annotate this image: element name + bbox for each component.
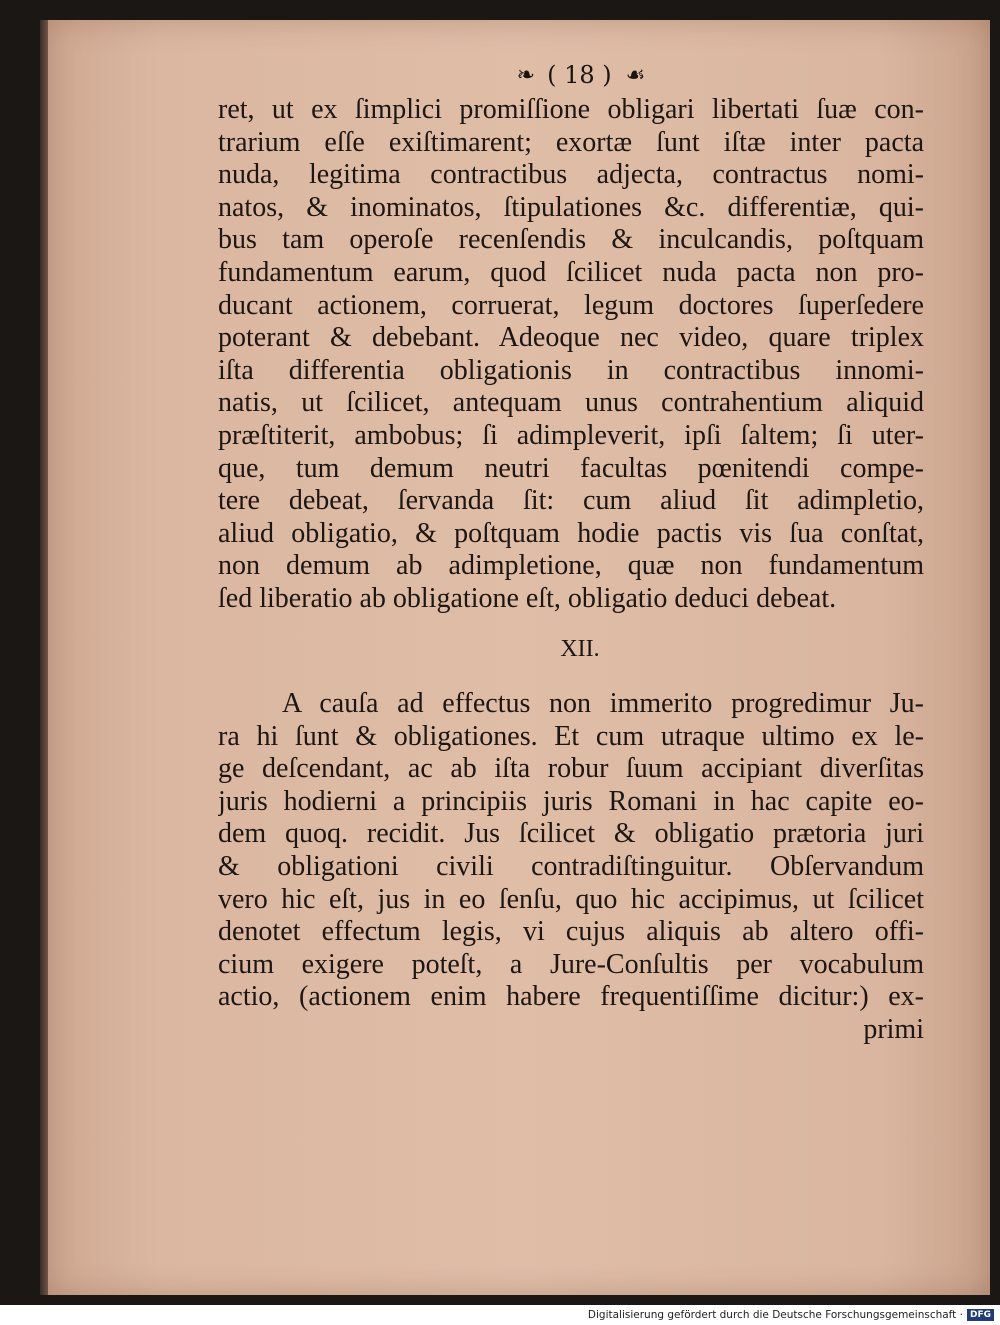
ornament-right-icon: ☙ [625,62,644,88]
digitization-footer [0,1305,1000,1325]
text-line: præſtiterit, ambobus; ſi adimpleverit, ipſi ſaltem; ſi uter- [218,419,924,451]
paragraph-1 [218,94,924,616]
paragraph-2 [218,688,924,1047]
text-line: nuda, legitima contractibus adjecta, contractus nomi- [218,159,924,191]
text-line: vero hic eſt, jus in eo ſenſu, quo hic accipimus, ut ſcilicet [218,883,924,915]
text-line: ſed liberatio ab obligatione eſt, obligatio deduci debeat. [218,582,837,614]
text-line: dem quoq. recidit. Jus ſcilicet & obligatio prætoria juri [218,818,924,850]
funding-note: Digitalisierung gefördert durch die Deutsche Forschungsgemeinschaft · [587,1309,963,1321]
text-line: bus tam operoſe recenſendis & inculcandis, poſtquam [218,224,924,256]
text-line: cium exigere poteſt, a Jure-Conſultis per vocabulum [218,948,924,980]
section-heading: XII. [560,636,600,662]
page-header [470,58,690,92]
ornament-left-icon: ❧ [516,62,534,88]
text-line: iſta differentia obligationis in contractibus innomi- [218,354,924,386]
text-line: ge deſcendant, ac ab iſta robur ſuum accipiant diverſitas [218,753,924,785]
text-line: A cauſa ad effectus non immerito progredimur Ju- [282,688,924,719]
text-line: non demum ab adimpletione, quæ non fundamentum [218,550,924,582]
text-line: que, tum demum neutri facultas pœnitendi compe- [218,452,924,484]
text-line: aliud obligatio, & poſtquam hodie pactis vis ſua conſtat, [218,517,924,549]
text-line: natos, & inominatos, ſtipulationes &c. differentiæ, qui- [218,191,924,223]
text-line: juris hodierni a principiis juris Romani in hac capite eo- [218,785,924,817]
text-line: ret, ut ex ſimplici promiſſione obligari libertati ſuæ con- [218,94,924,125]
text-line: & obligationi civili contradiſtinguitur. Obſervandum [218,850,924,882]
text-line: fundamentum earum, quod ſcilicet nuda pacta non pro- [218,256,924,288]
text-line: ra hi ſunt & obligationes. Et cum utraque ultimo ex le- [218,720,924,752]
text-line: denotet effectum legis, vi cujus aliquis ab altero offi- [218,916,924,948]
text-line: trarium eſſe exiſtimarent; exortæ ſunt iſtæ inter pacta [218,126,924,158]
text-line: poterant & debebant. Adeoque nec video, quare triplex [218,322,924,354]
text-line: primi [863,1013,924,1045]
dfg-logo: DFG [967,1309,994,1321]
page-number: ( 18 ) [547,61,612,89]
text-line: tere debeat, ſervanda ſit: cum aliud ſit adimpletio, [218,485,924,517]
text-line: ducant actionem, corruerat, legum doctores ſuperſedere [218,289,924,321]
text-line: actio, (actionem enim habere frequentiſſime dicitur:) ex- [218,981,924,1013]
text-line: natis, ut ſcilicet, antequam unus contrahentium aliquid [218,387,924,419]
